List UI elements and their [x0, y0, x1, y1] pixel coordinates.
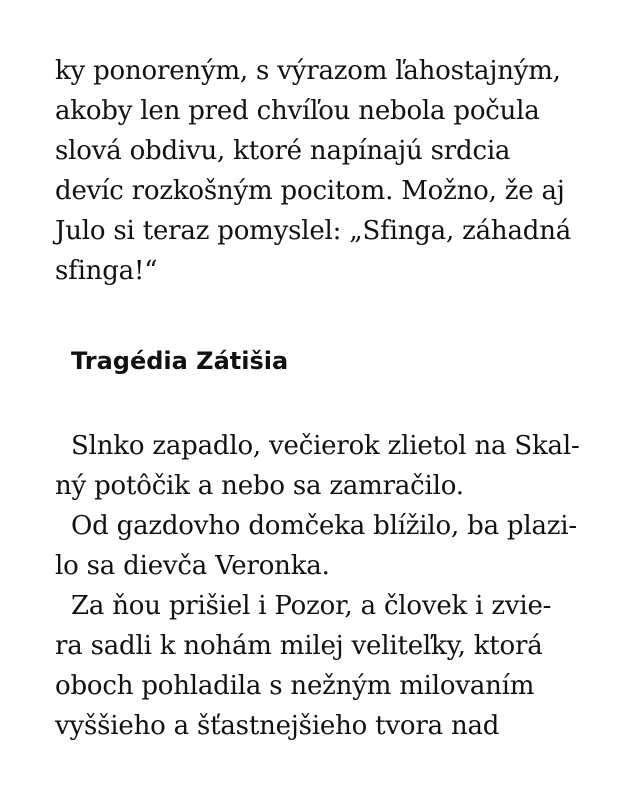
text-line: lo sa dievča Veronka. — [55, 551, 330, 581]
text-line: Julo si teraz pomyslel: „Sfinga, záhadná — [55, 216, 572, 246]
text-line: ra sadli k nohám milej veliteľky, ktorá — [55, 631, 543, 661]
text-line: Od gazdovho domčeka blížilo, ba plazi- — [71, 511, 577, 541]
text-line: ky ponoreným, s výrazom ľahostajným, — [55, 56, 561, 86]
text-line: akoby len pred chvíľou nebola počula — [55, 96, 540, 126]
paragraph-continuation — [55, 51, 571, 291]
section-body — [55, 426, 580, 746]
text-line: vyššieho a šťastnejšieho tvora nad — [55, 711, 500, 741]
text-line: slová obdivu, ktoré napínajú srdcia — [55, 136, 511, 166]
section-heading: Tragédia Zátišia — [71, 347, 289, 375]
text-line: Za ňou prišiel i Pozor, a človek i zvie- — [71, 591, 552, 621]
text-line: Slnko zapadlo, večierok zlietol na Skal- — [71, 431, 580, 461]
text-line: sfinga!“ — [55, 256, 158, 286]
text-line: oboch pohladila s nežným milovaním — [55, 671, 535, 701]
text-line: devíc rozkošným pocitom. Možno, že aj — [55, 176, 565, 206]
text-line: ný potôčik a nebo sa zamračilo. — [55, 471, 464, 501]
